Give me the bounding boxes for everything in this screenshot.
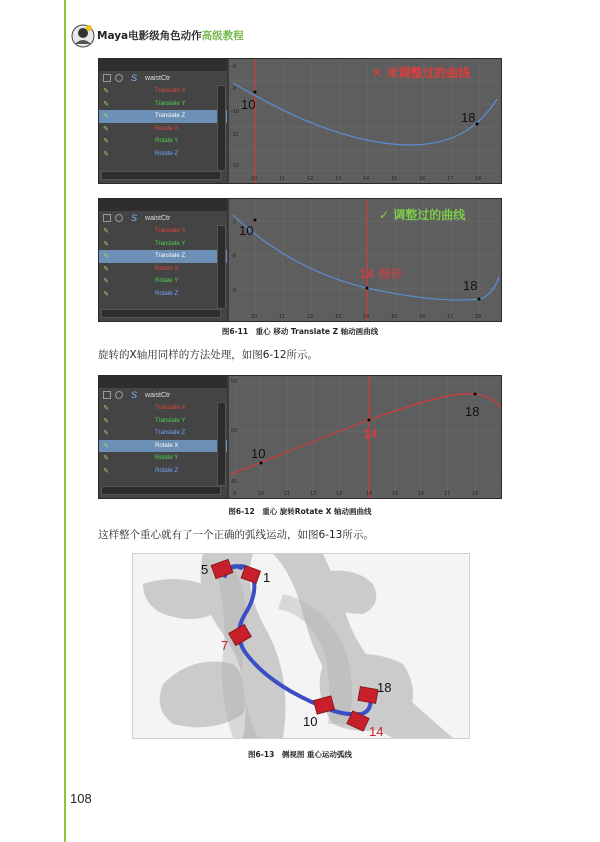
attribute-label: Rotate X [155, 125, 179, 132]
y-tick: -11 [231, 132, 239, 138]
outliner-object-row[interactable]: S waistCtr [99, 388, 227, 402]
horizontal-scrollbar[interactable] [101, 171, 221, 180]
x-tick: 15 [392, 491, 399, 497]
outliner-object-row[interactable]: S waistCtr [99, 211, 227, 225]
x-tick: 16 [418, 491, 425, 497]
x-tick: 14 [366, 491, 373, 497]
key-icon: ✎ [103, 430, 109, 438]
graph-editor-figure-2 [98, 198, 502, 322]
x-tick: 18 [475, 176, 482, 182]
x-tick: 13 [336, 491, 343, 497]
outliner-attribute[interactable] [99, 85, 227, 98]
x-tick: 17 [447, 314, 454, 320]
y-tick: 50 [231, 428, 238, 434]
outliner-attribute[interactable] [99, 275, 227, 288]
x-tick: 12 [310, 491, 317, 497]
outliner-attribute[interactable] [99, 238, 227, 251]
figure-caption: 图6-12 重心 旋转Rotate X 轴动画曲线 [228, 507, 372, 516]
outliner-attribute[interactable] [99, 288, 227, 301]
arc-motion-figure [132, 553, 470, 739]
keyframe-point[interactable] [474, 393, 477, 396]
margin-rule [64, 0, 66, 842]
book-title: Maya电影级角色动作高级教程 [97, 30, 244, 42]
outliner-attribute[interactable] [99, 465, 227, 478]
keyframe-point[interactable] [254, 219, 257, 222]
x-tick: 18 [475, 314, 482, 320]
attribute-label: Translate X [155, 228, 186, 235]
x-tick: 16 [419, 314, 426, 320]
y-tick: -9 [231, 288, 236, 294]
outliner-attribute[interactable] [99, 452, 227, 465]
x-tick: 13 [335, 176, 342, 182]
outliner-attribute[interactable] [99, 250, 227, 263]
key-label: 14 慢停 [359, 267, 403, 281]
key-icon: ✎ [103, 138, 109, 146]
attribute-label: Rotate Y [155, 278, 179, 285]
outliner-attribute[interactable] [99, 402, 227, 415]
annotation-label: ✕ 未调整过的曲线 [372, 66, 471, 80]
arc-label: 7 [221, 638, 229, 653]
keyframe-point[interactable] [368, 419, 371, 422]
keyframe-point[interactable] [366, 287, 369, 290]
outliner-toolbar [99, 59, 227, 71]
expand-icon[interactable] [103, 214, 111, 222]
attribute-label: Rotate Z [155, 290, 179, 297]
key-label: 10 [251, 446, 266, 461]
x-tick: 14 [363, 314, 370, 320]
x-tick: 17 [447, 176, 454, 182]
outliner-attribute[interactable] [99, 98, 227, 111]
curve-icon: S [131, 213, 138, 223]
outliner-attribute[interactable] [99, 415, 227, 428]
key-icon: ✎ [103, 467, 109, 475]
curve-icon: S [131, 390, 138, 400]
arc-label: 14 [369, 724, 384, 738]
key-icon: ✎ [103, 113, 109, 121]
outliner-attribute[interactable] [99, 135, 227, 148]
key-label: 14 [363, 426, 378, 441]
arc-label: 10 [303, 714, 318, 729]
attribute-label: Rotate Y [155, 455, 179, 462]
key-icon: ✎ [103, 253, 109, 261]
outliner-attribute[interactable] [99, 110, 227, 123]
outliner-attribute[interactable] [99, 440, 227, 453]
graph-editor-figure-1 [98, 58, 502, 184]
x-tick: 11 [279, 176, 285, 182]
curve-graph[interactable] [229, 59, 501, 183]
key-icon: ✎ [103, 228, 109, 236]
key-icon: ✎ [103, 290, 109, 298]
y-tick: -8 [231, 64, 236, 70]
x-tick: 10 [258, 491, 265, 497]
curve-icon: S [131, 73, 138, 83]
curve-graph[interactable] [229, 376, 501, 498]
y-tick: 60 [231, 379, 238, 385]
x-tick: 15 [391, 314, 398, 320]
y-tick: -9 [231, 86, 236, 92]
x-tick: 17 [444, 491, 451, 497]
key-icon: ✎ [103, 278, 109, 286]
x-tick: 10 [251, 176, 258, 182]
x-tick: 12 [307, 176, 314, 182]
visibility-icon[interactable] [115, 391, 123, 399]
visibility-icon[interactable] [115, 74, 123, 82]
book-logo-icon [70, 22, 96, 48]
key-label: 18 [461, 110, 476, 125]
y-tick: -8 [231, 253, 236, 259]
keyframe-point[interactable] [254, 91, 257, 94]
x-tick: 14 [363, 176, 370, 182]
key-label: 10 [241, 97, 256, 112]
key-icon: ✎ [103, 88, 109, 96]
expand-icon[interactable] [103, 74, 111, 82]
key-icon: ✎ [103, 455, 109, 463]
attribute-label: Translate Z [155, 430, 186, 437]
attribute-label: Translate Y [155, 417, 186, 424]
attribute-label: Rotate X [155, 442, 179, 449]
outliner-toolbar [99, 376, 227, 388]
keyframe-marker [358, 687, 378, 704]
attribute-label: Translate X [155, 405, 186, 412]
horizontal-scrollbar[interactable] [101, 486, 221, 495]
outliner-attribute[interactable] [99, 148, 227, 161]
y-tick: -7 [231, 220, 236, 226]
attribute-label: Rotate Z [155, 150, 179, 157]
graph-editor-figure-3 [98, 375, 502, 499]
keyframe-point[interactable] [476, 123, 479, 126]
outliner-attribute[interactable] [99, 225, 227, 238]
paragraph: 旋转的X轴用同样的方法处理，如图6-12所示。 [98, 349, 319, 361]
key-icon: ✎ [103, 150, 109, 158]
arc-label: 18 [377, 680, 392, 695]
paragraph: 这样整个重心就有了一个正确的弧线运动，如图6-13所示。 [98, 529, 374, 541]
x-tick: 10 [251, 314, 258, 320]
vertical-scrollbar[interactable] [217, 85, 226, 171]
key-icon: ✎ [103, 240, 109, 248]
attribute-label: Rotate Z [155, 467, 179, 474]
annotation-label: ✓ 调整过的曲线 [379, 208, 466, 222]
x-tick: 9 [233, 491, 237, 497]
keyframe-point[interactable] [260, 462, 263, 465]
y-tick: -10 [231, 109, 239, 115]
figure-caption: 图6-13 侧视图 重心运动弧线 [248, 750, 352, 759]
x-tick: 11 [279, 314, 285, 320]
attribute-label: Translate X [155, 88, 186, 95]
keyframe-point[interactable] [478, 298, 481, 301]
outliner-panel [99, 59, 227, 183]
y-tick: -12 [231, 163, 239, 169]
attribute-label: Translate Y [155, 100, 186, 107]
y-tick: 40 [231, 479, 238, 485]
key-label: 18 [465, 404, 480, 419]
arc-label: 1 [263, 570, 271, 585]
key-label: 18 [463, 278, 478, 293]
x-tick: 16 [419, 176, 426, 182]
key-icon: ✎ [103, 125, 109, 133]
x-tick: 18 [472, 491, 479, 497]
x-tick: 15 [391, 176, 398, 182]
figure-caption: 图6-11 重心 移动 Translate Z 轴动画曲线 [221, 327, 379, 336]
key-label: 10 [239, 223, 254, 238]
attribute-label: Rotate Y [155, 138, 179, 145]
key-icon: ✎ [103, 417, 109, 425]
visibility-icon[interactable] [115, 214, 123, 222]
outliner-toolbar [99, 199, 227, 211]
key-icon: ✎ [103, 442, 109, 450]
arc-label: 5 [201, 562, 209, 577]
horizontal-scrollbar[interactable] [101, 309, 221, 318]
outliner-attribute[interactable] [99, 263, 227, 276]
vertical-scrollbar[interactable] [217, 225, 226, 309]
key-icon: ✎ [103, 100, 109, 108]
outliner-attribute[interactable] [99, 427, 227, 440]
footer-rule [64, 790, 66, 842]
outliner-attribute[interactable] [99, 123, 227, 136]
outliner-panel [99, 376, 227, 498]
key-icon: ✎ [103, 405, 109, 413]
curve-graph[interactable] [229, 199, 501, 321]
vertical-scrollbar[interactable] [217, 402, 226, 486]
attribute-label: Rotate X [155, 265, 179, 272]
key-icon: ✎ [103, 265, 109, 273]
outliner-object-row[interactable]: S waistCtr [99, 71, 227, 85]
outliner-panel [99, 199, 227, 321]
x-tick: 13 [335, 314, 342, 320]
attribute-label: Translate Z [155, 253, 186, 260]
page-number: 108 [70, 791, 92, 806]
attribute-label: Translate Z [155, 113, 186, 120]
expand-icon[interactable] [103, 391, 111, 399]
attribute-label: Translate Y [155, 240, 186, 247]
x-tick: 12 [307, 314, 314, 320]
x-tick: 11 [284, 491, 290, 497]
